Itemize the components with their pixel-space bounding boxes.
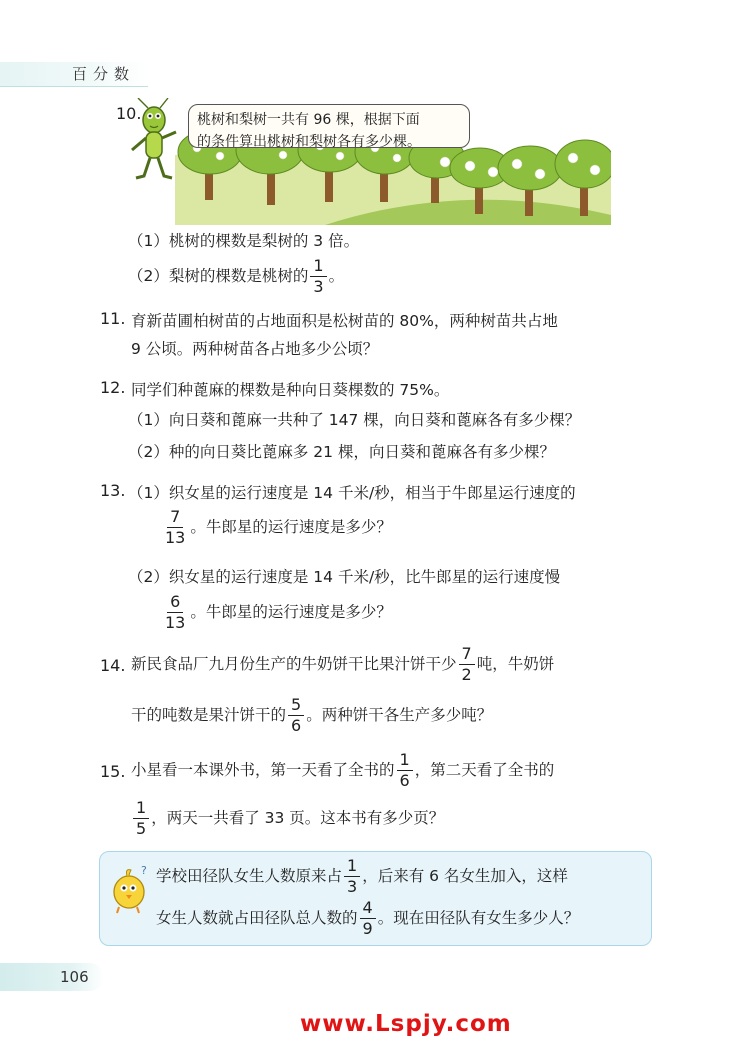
- bubble-line-2: 的条件算出桃树和梨树各有多少棵。: [197, 134, 421, 150]
- question-13-sub-1-line-2: [160, 509, 392, 546]
- svg-text:?: ?: [141, 864, 147, 877]
- tip-line-2-start: 女生人数就占田径队总人数的: [156, 909, 358, 927]
- site-watermark: www.Lspjy.com: [300, 1011, 512, 1037]
- question-10-sub-1: （1）桃树的棵数是梨树的 3 倍。: [128, 232, 360, 250]
- question-13-sub-1-line-1: （1）织女星的运行速度是 14 千米/秒，相当于牛郎星运行速度的: [128, 484, 576, 502]
- question-10-number: 10.: [116, 104, 142, 123]
- tip-line-1-start: 学校田径队女生人数原来占: [156, 867, 343, 885]
- line-1-end: 吨，牛奶饼: [476, 655, 555, 673]
- fraction-one-sixth: $\frac{1}{6}$: [397, 752, 413, 789]
- fraction-four-ninths: $\frac{4}{9}$: [360, 900, 376, 937]
- fraction-one-third: $\frac{1}{3}$: [310, 258, 326, 295]
- chick-mascot-icon: [107, 862, 153, 914]
- sub-1-end: 。牛郎星的运行速度是多少？: [190, 518, 392, 536]
- sub-2-end: 。牛郎星的运行速度是多少？: [190, 603, 392, 621]
- question-10-sub-2: [128, 258, 344, 295]
- line-1-start: 小星看一本课外书，第一天看了全书的: [131, 761, 395, 779]
- question-12-sub-1: （1）向日葵和蓖麻一共种了 147 棵，向日葵和蓖麻各有多少棵？: [128, 411, 581, 429]
- tip-line-2: [156, 900, 579, 937]
- question-12-number: 12.: [100, 378, 126, 397]
- header-rule: [0, 86, 148, 87]
- question-14-line-1: [131, 646, 554, 683]
- fraction-seven-halves: $\frac{7}{2}$: [459, 646, 475, 683]
- question-13-number: 13.: [100, 481, 126, 500]
- question-15-line-2: [131, 800, 444, 837]
- tip-line-1: [156, 858, 568, 895]
- line-2-end: ，两天一共看了 33 页。这本书有多少页？: [151, 809, 445, 827]
- question-15-number: 15.: [100, 762, 126, 781]
- page-number: 106: [60, 968, 89, 986]
- question-12-line-1: 同学们种蓖麻的棵数是种向日葵棵数的 75%。: [131, 381, 450, 399]
- question-12-sub-2: （2）种的向日葵比蓖麻多 21 棵，向日葵和蓖麻各有多少棵？: [128, 443, 555, 461]
- bubble-line-1: 桃树和梨树一共有 96 棵，根据下面: [197, 112, 420, 128]
- line-2-end: 。两种饼干各生产多少吨？: [306, 706, 493, 724]
- fraction-seven-thirteenths: $\frac{7}{13}$: [165, 507, 186, 547]
- fraction-one-third: $\frac{1}{3}$: [344, 858, 360, 895]
- sub-2-text: （2）梨树的棵数是桃树的: [128, 267, 309, 285]
- question-14-number: 14.: [100, 656, 126, 675]
- question-11-number: 11.: [100, 309, 126, 328]
- fraction-five-sixths: $\frac{5}{6}$: [288, 697, 304, 734]
- question-11-line-2: 9 公顷。两种树苗各占地多少公顷？: [131, 340, 379, 358]
- question-11-line-1: 育新苗圃柏树苗的占地面积是松树苗的 80%，两种树苗共占地: [131, 312, 558, 330]
- section-title: 百分数: [72, 65, 136, 83]
- question-13-sub-2-line-2: [160, 594, 392, 631]
- line-2-start: 干的吨数是果汁饼干的: [131, 706, 287, 724]
- line-1-start: 新民食品厂九月份生产的牛奶饼干比果汁饼干少: [131, 655, 457, 673]
- question-15-line-1: [131, 752, 554, 789]
- question-14-line-2: [131, 697, 492, 734]
- tip-line-2-end: 。现在田径队有女生多少人？: [377, 909, 580, 927]
- sub-2-end: 。: [328, 267, 345, 285]
- fraction-six-thirteenths: $\frac{6}{13}$: [165, 592, 186, 632]
- line-1-end: ，第二天看了全书的: [414, 761, 555, 779]
- tip-line-1-end: ，后来有 6 名女生加入，这样: [362, 867, 568, 885]
- speech-bubble: [188, 104, 470, 148]
- question-13-sub-2-line-1: （2）织女星的运行速度是 14 千米/秒，比牛郎星的运行速度慢: [128, 568, 561, 586]
- fraction-one-fifth: $\frac{1}{5}$: [133, 800, 149, 837]
